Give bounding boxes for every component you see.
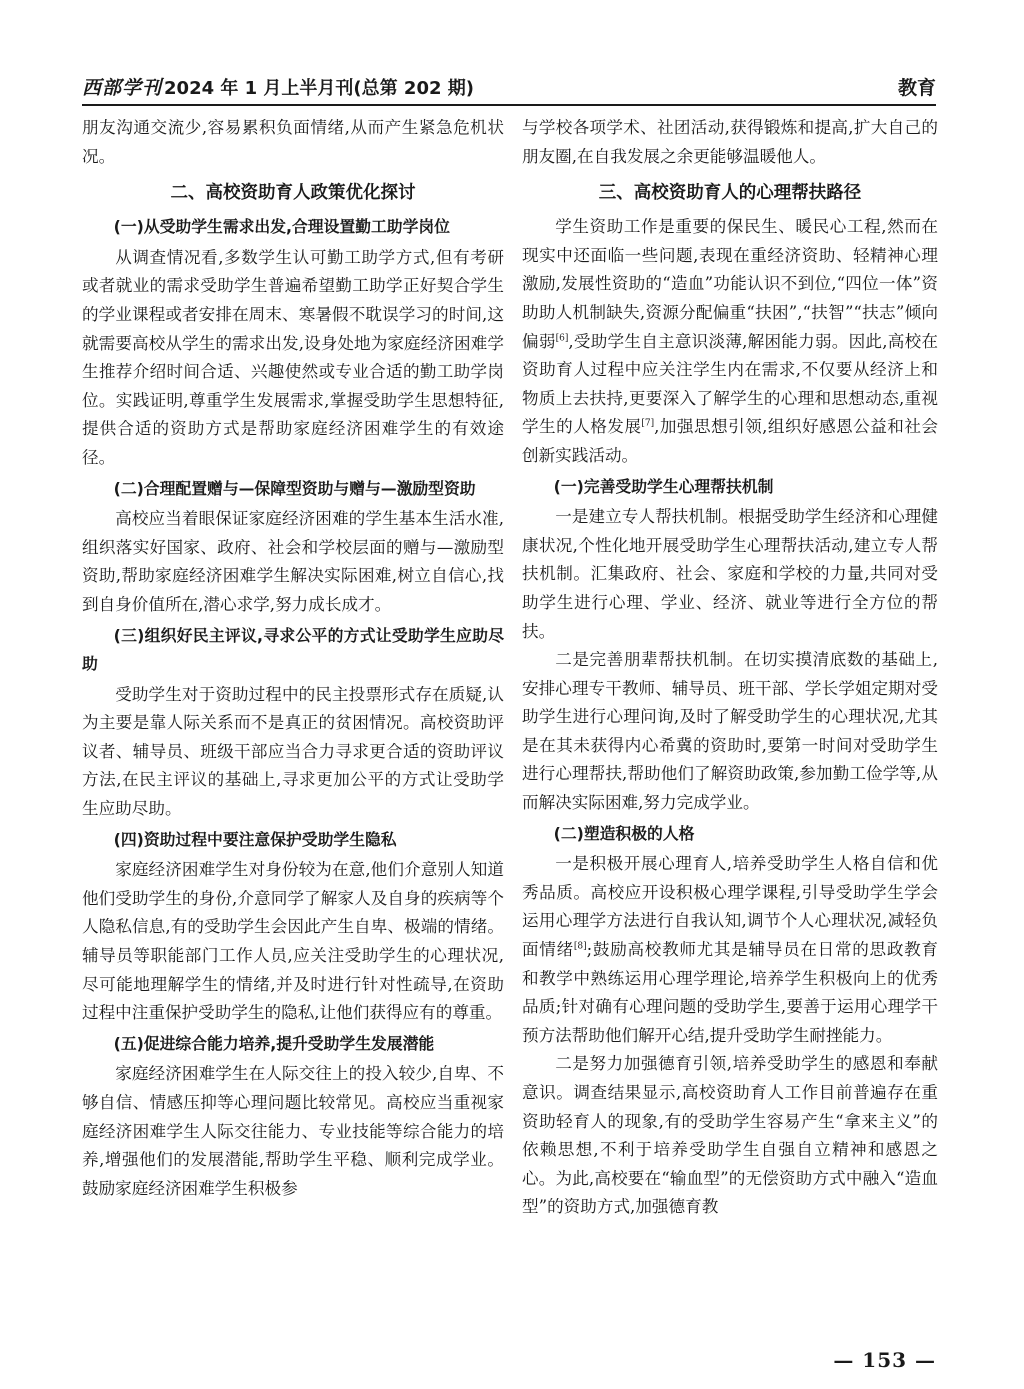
journal-issue: 2024 年 1 月上半月刊(总第 202 期) xyxy=(164,78,474,99)
journal-masthead xyxy=(82,73,474,100)
subsection-heading: (五)促进综合能力培养,提升受助学生发展潜能 xyxy=(113,1033,435,1053)
paragraph-text: 学生资助工作是重要的保民生、暖民心工程,然而在现实中还面临一些问题,表现在重经济资助、轻精神心理激励,发展性资助的“造血”功能认识不到位,“四位一体”资助助人机制缺失,资源分配偏重“扶困”,“扶智”“扶志”倾向偏弱 xyxy=(522,217,938,351)
paragraph: 二是完善朋辈帮扶机制。在切实摸清底数的基础上,安排心理专干教师、辅导员、班干部、学长学姐定期对受助学生进行心理问询,及时了解受助学生的心理状况,尤其是在其未获得内心希冀的资助时,要第一时间对受助学生进行心理帮扶,帮助他们了解资助政策,参加勤工俭学等,从而解决实际困难,努力完成学业。 xyxy=(522,650,938,813)
page-number: — 153 — xyxy=(833,1348,936,1372)
paragraph xyxy=(522,213,938,470)
paragraph: 家庭经济困难学生对身份较为在意,他们介意别人知道他们受助学生的身份,介意同学了解家人及自身的疾病等个人隐私信息,有的受助学生会因此产生自卑、极端的情绪。辅导员等职能部门工作人员,应关注受助学生的心理状况,尽可能地理解学生的情绪,并及时进行针对性疏导,在资助过程中注重保护受助学生的隐私,让他们获得应有的尊重。 xyxy=(82,860,504,1023)
paragraph: 二是努力加强德育引领,培养受助学生的感恩和奉献意识。调查结果显示,高校资助育人工作目前普遍存在重资助轻育人的现象,有的受助学生容易产生“拿来主义”的依赖思想,不利于培养受助学生自强自立精神和感恩之心。为此,高校要在“输血型”的无偿资助方式中融入“造血型”的资助方式,加强德育教 xyxy=(522,1054,938,1217)
section-label: 教育 xyxy=(897,77,936,99)
subsection-heading: (二)合理配置赠与—保障型资助与赠与—激励型资助 xyxy=(113,478,476,498)
citation: [8] xyxy=(573,941,587,952)
subsection-heading: (一)从受助学生需求出发,合理设置勤工助学岗位 xyxy=(113,217,450,237)
paragraph xyxy=(522,850,938,1050)
paragraph: 高校应当着眼保证家庭经济困难的学生基本生活水准,组织落实好国家、政府、社会和学校层面的赠与—激励型资助,帮助家庭经济困难学生解决实际困难,树立自信心,找到自身价值所在,潜心求学,努力成长成才。 xyxy=(82,509,504,614)
paragraph-text: ,受助学生自主意识淡薄,解困能力弱。因此,高校在资助育人过程中应关注学生内在需求,不仅要从经济上和物质上去扶持,更要深入了解学生的心理和思想动态,重视学生的人格发展 xyxy=(522,331,939,437)
paragraph: 家庭经济困难学生在人际交往上的投入较少,自卑、不够自信、情感压抑等心理问题比较常见。高校应当重视家庭经济困难学生人际交往能力、专业技能等综合能力的培养,增强他们的发展潜能,帮助学生平稳、顺利完成学业。鼓励家庭经济困难学生积极参 xyxy=(82,1064,504,1198)
citation: [6] xyxy=(555,333,569,344)
paragraph-text: ,加强思想引领,组织好感恩公益和社会创新实践活动。 xyxy=(522,417,938,465)
paragraph-text: ;鼓励高校教师尤其是辅导员在日常的思政教育和教学中熟练运用心理学理论,培养学生积极向上的优秀品质;针对确有心理问题的受助学生,要善于运用心理学干预方法帮助他们解开心结,提升受助学生耐挫能力。 xyxy=(522,940,939,1045)
page-header xyxy=(82,70,936,106)
right-column xyxy=(522,114,938,1222)
subsection-heading: (三)组织好民主评议,寻求公平的方式让受助学生应助尽助 xyxy=(82,625,504,674)
paragraph: 朋友沟通交流少,容易累积负面情绪,从而产生紧急危机状况。 xyxy=(82,118,504,166)
paragraph: 从调查情况看,多数学生认可勤工助学方式,但有考研或者就业的需求受助学生普遍希望勤工助学正好契合学生的学业课程或者安排在周末、寒暑假不耽误学习的时间,这就需要高校从学生的需求出发,设身处地为家庭经济困难学生推荐介绍时间合适、兴趣使然或专业合适的勤工助学岗位。实践证明,尊重学生发展需求,掌握受助学生思想特征,提供合适的资助方式是帮助家庭经济困难学生的有效途径。 xyxy=(82,247,504,467)
section-heading: 三、高校资助育人的心理帮扶路径 xyxy=(598,183,862,204)
paragraph: 与学校各项学术、社团活动,获得锻炼和提高,扩大自己的朋友圈,在自我发展之余更能够温暖他人。 xyxy=(522,118,938,166)
section-heading: 二、高校资助育人政策优化探讨 xyxy=(170,183,416,204)
paragraph-text: 一是积极开展心理育人,培养受助学生人格自信和优秀品质。高校应开设积极心理学课程,引导受助学生学会运用心理学方法进行自我认知,调节个人心理状况,减轻负面情绪 xyxy=(522,854,938,960)
paragraph: 受助学生对于资助过程中的民主投票形式存在质疑,认为主要是靠人际关系而不是真正的贫困情况。高校资助评议者、辅导员、班级干部应当合力寻求更合适的资助评议方法,在民主评议的基础上,寻求更加公平的方式让受助学生应助尽助。 xyxy=(82,684,504,819)
subsection-heading: (四)资助过程中要注意保护受助学生隐私 xyxy=(113,829,397,849)
paragraph: 一是建立专人帮扶机制。根据受助学生经济和心理健康状况,个性化地开展受助学生心理帮扶活动,建立专人帮扶机制。汇集政府、社会、家庭和学校的力量,共同对受助学生进行心理、学业、经济、就业等进行全方位的帮扶。 xyxy=(522,507,938,641)
citation: [7] xyxy=(641,418,655,429)
subsection-heading: (二)塑造积极的人格 xyxy=(553,823,695,843)
journal-logo: 西部学刊 xyxy=(82,77,163,99)
left-column xyxy=(82,114,504,1203)
subsection-heading: (一)完善受助学生心理帮扶机制 xyxy=(553,476,774,496)
